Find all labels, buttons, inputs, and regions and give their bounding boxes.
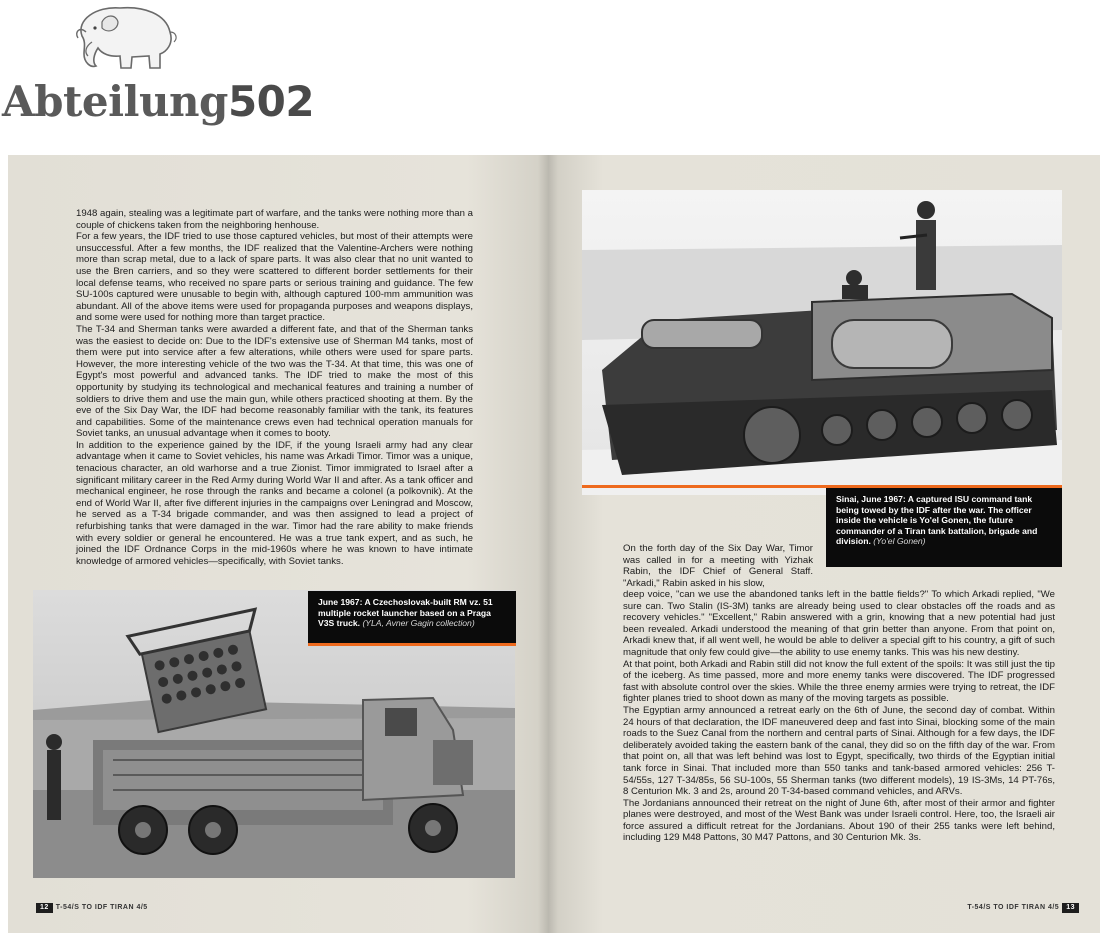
left-folio-title: T-54/S TO IDF TIRAN 4/5: [55, 904, 148, 911]
right-paragraph: The Egyptian army announced a retreat early on the 6th of June, the second day of combat. Within 24 hours of that declaration, the IDF maneuvered deep and fast into Sinai, blocking some of the main roads to the Suez Canal from the northern and central parts of Sinai. Although for a few days, the IDF deliberately avoided taking the eastern bank of the canal, they did so on the fifth day of the war. From that point on, all that was left behind was lost to Egypt, specifically, two thirds of the Egyptian initial tank force in Sinai. That included more than 550 tanks and tank-based armored vehicles: 256 T-54/55s, 127 T-34/85s, 56 SU-100s, 55 Sherman tanks (two different models), 19 IS-3Ms, 14 PT-76s, 8 Centurion Mk. 3 and 2s, around 20 T-34-based command vehicles, and ARVs.: [623, 704, 1055, 798]
left-page: [8, 155, 548, 933]
left-paragraph: For a few years, the IDF tried to use those captured vehicles, but most of their attempts were unsuccessful. After a few months, the IDF realized that the Valentine-Archers were nothing more than scrap metal, due to a lack of spare parts. It was also clear that no unit wanted to use the Bren carriers, and so they were scattered to different border settlements for their local defense teams, who received no spare parts or serious training and guidance. The few SU-100s captured were unusable to begin with, although captured 100-mm ammunition was abundant. All of the above items were used for propaganda purposes and weapons displays, and some were used for nothing more than target practice.: [76, 231, 473, 324]
right-caption-text: Sinai, June 1967: A captured ISU command tank being towed by the IDF after the war. The officer inside the vehicle is Yo'el Gonen, the future commander of a Tiran tank battalion, brigade and division.: [836, 494, 1038, 547]
elephant-logo-icon: [62, 2, 186, 72]
magazine-spread: [8, 155, 1100, 933]
left-page-body: [76, 208, 473, 567]
right-page-intro: [623, 543, 813, 589]
right-caption-credit: (Yo'el Gonen): [873, 536, 926, 547]
right-photo-caption: [826, 485, 1062, 567]
right-paragraph: The Jordanians announced their retreat on the night of June 6th, after most of their armor and fighter planes were destroyed, and most of the West Bank was under Israeli control. Here, too, the Israeli air force assured a difficult retreat for the Jordanians. About 190 of their 255 tanks were left behind, including 129 M48 Pattons, 30 M47 Pattons, and 30 Centurion Mk. 3s.: [623, 797, 1055, 844]
right-page-number: 13: [1062, 903, 1079, 913]
left-paragraph: 1948 again, stealing was a legitimate part of warfare, and the tanks were nothing more than a couple of chickens taken from the neighboring henhouse.: [76, 208, 473, 231]
left-caption-credit: (YLA, Avner Gagin collection): [362, 618, 475, 629]
brand-header: [0, 0, 315, 130]
left-caption-text: June 1967: A Czechoslovak-built RM vz. 51 multiple rocket launcher based on a Praga V3S truck.: [318, 597, 493, 629]
brand-wordmark: [2, 78, 314, 126]
page-gutter: [538, 155, 558, 933]
left-page-number: 12: [36, 903, 53, 913]
left-paragraph: In addition to the experience gained by the IDF, if the young Israeli army had any clear advantage when it came to Soviet vehicles, his name was Arkadi Timor. Timor was a unique, tenacious character, an old warhorse and a true Zionist. Timor immigrated to Israel after a significant military career in the Red Army during World War II and after. As a tank officer and mechanical engineer, he rose through the ranks and became a colonel (a polkovnik). At the end of World War II, after five different injuries in the campaigns over Leningrad and Moscow, he served as a T-34 brigade commander, and was then assigned to lead a project of refurbishing tanks that were damaged in the war. Timor had the rare ability to make friends with every soldier or general he encountered. He was a true tank expert, and as such, he joined the IDF Ordnance Corps in the mid-1960s where he was known to have intimate knowledge of armored vehicles—specifically, with Soviet tanks.: [76, 439, 473, 567]
right-page-body: [623, 589, 1055, 844]
captured-isu-tank-photo: [582, 190, 1062, 495]
right-folio: [967, 903, 1082, 913]
right-paragraph: At that point, both Arkadi and Rabin still did not know the full extent of the spoils: It was still just the tip of the iceberg. As time passed, more and more enemy tanks were discovered. The IDF progressed fast with absolute control over the skies. While the three enemy armies were trying to retreat, the IDF fighter planes tried to shoot down as many of the moving targets as possible.: [623, 658, 1055, 705]
brand-wordmark-number: 502: [227, 77, 315, 126]
right-intro-paragraph: On the forth day of the Six Day War, Timor was called in for a meeting with Yizhak Rabin, the IDF Chief of General Staff. "Arkadi," Rabin asked in his slow,: [623, 543, 813, 589]
right-folio-title: T-54/S TO IDF TIRAN 4/5: [967, 904, 1060, 911]
right-page: [548, 155, 1100, 933]
brand-wordmark-text: Abteilung: [2, 77, 228, 126]
right-paragraph: deep voice, "can we use the abandoned tanks left in the battle fields?" To which Arkadi replied, "We sure can. Two Stalin (IS-3M) tanks are already being used to clear obstacles off the roads and as recovery vehicles." "Excellent," Rabin answered with a grin, knowing that a new potential had just been revealed. Arkadi understood the meaning of that grin better than anyone. From that point on, Arkadi knew that, if all went well, he would be able to deliver a special gift to his country, a gift of such magnitude that only few could give—the ability to use enemy tanks. This was his new destiny.: [623, 589, 1055, 658]
left-folio: [33, 903, 148, 913]
left-paragraph: The T-34 and Sherman tanks were awarded a different fate, and that of the Sherman tanks was the easiest to decide on: Due to the IDF's extensive use of Sherman M4 tanks, most of them were put into service after a few alterations, while others were used for spare parts. However, the more interesting vehicle of the two was the T-34. At that time, this was one of Egypt's most powerful and advanced tanks. The IDF tried to make the most of this opportunity by studying its technological and mechanical features and training a number of soldiers to drive them and use the main gun, while others practiced shooting at them. By the eve of the Six Day War, the IDF had become reasonably familiar with the tank, its features and capabilities. Some of the maintenance crews even had technical operation manuals for Soviet tanks, an unusual advantage when it comes to booty.: [76, 323, 473, 440]
left-photo-caption: [308, 591, 516, 646]
